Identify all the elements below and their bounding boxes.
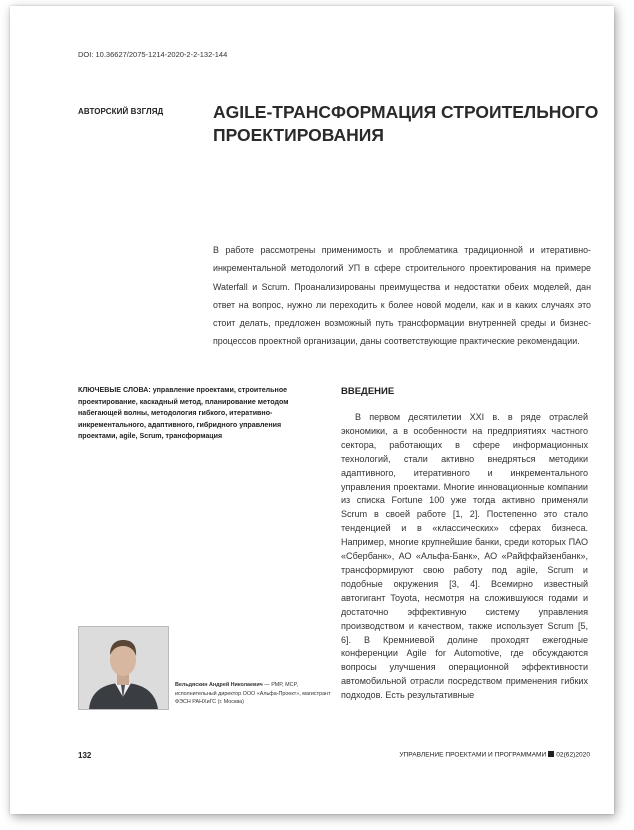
author-portrait-icon bbox=[79, 627, 168, 709]
square-separator-icon bbox=[548, 751, 554, 757]
doi: DOI: 10.36627/2075-1214-2020-2-2-132-144 bbox=[78, 50, 228, 59]
author-caption bbox=[175, 681, 333, 707]
keywords-label: КЛЮЧЕВЫЕ СЛОВА: bbox=[78, 386, 151, 394]
body-text: В первом десятилетии XXI в. в ряде отраслей экономики, а в особенности на предприятиях частного сектора, работающих в сфере информационных технологий, стали активно внедряться методики адаптивного, итеративного и инкрементального управления проектами. Многие инновационные компании из списка Fortune 100 уже тогда активно применяли Scrum в своей работе [1, 2]. Постепенно это стало тенденцией и в «классических» сферах бизнеса. Например, многие крупнейшие банки, среди которых ПАО «Сбербанк», АО «Альфа-Банк», АО «Райффайзенбанк», трансформируют свою работу под agile, Scrum и подобные окружения [3, 4]. Всемирно известный автогигант Toyota, несмотря на сложившуюся годами и достаточно эффективную систему управления производством и качеством, также использует Scrum [5, 6]. В Кремниевой долине проходят ежегодные конференции Agile for Automotive, где обсуждаются вопросы улучшения операционной эффективности автомобильной отрасли посредством применения гибких подходов. Есть результативные bbox=[341, 412, 588, 701]
author-name: Вельдяскин Андрей Николаевич bbox=[175, 682, 263, 688]
author-details: — PMP, MCP, исполнительный директор ООО «Альфа-Проект», магистрант ФЭСН РАНХиГС (г. Москва) bbox=[175, 682, 331, 706]
page-number: 132 bbox=[78, 751, 92, 760]
journal-footer bbox=[399, 751, 590, 759]
keywords-text: управление проектами, строительное проектирование, каскадный метод, планирование методом набегающей волны, методология гибкого, итеративно-инкрементального, адаптивного, гибридного управления проектами, agile, Scrum, трансформация bbox=[78, 386, 289, 441]
article-title: AGILE-ТРАНСФОРМАЦИЯ СТРОИТЕЛЬНОГО ПРОЕКТИРОВАНИЯ bbox=[213, 102, 599, 145]
section-heading: ВВЕДЕНИЕ bbox=[341, 386, 395, 397]
journal-issue: 02(62)2020 bbox=[556, 751, 590, 759]
keywords-block bbox=[78, 385, 320, 443]
journal-name: УПРАВЛЕНИЕ ПРОЕКТАМИ И ПРОГРАММАМИ bbox=[399, 751, 547, 759]
author-photo bbox=[78, 626, 169, 710]
rubric-label: АВТОРСКИЙ ВЗГЛЯД bbox=[78, 107, 164, 116]
abstract: В работе рассмотрены применимость и проблематика традиционной и итеративно-инкрементальной методологий УП в сфере строительного проектирования на примере Waterfall и Scrum. Проанализированы преимущества и недостатки обеих моделей, дан ответ на вопрос, нужно ли переходить к более новой модели, как и в каких случаях это стоит делать, предложен возможный путь трансформации внутренней среды и бизнес-процессов проектной организации, даны соответствующие практические рекомендации. bbox=[213, 245, 591, 347]
journal-page bbox=[10, 6, 614, 814]
